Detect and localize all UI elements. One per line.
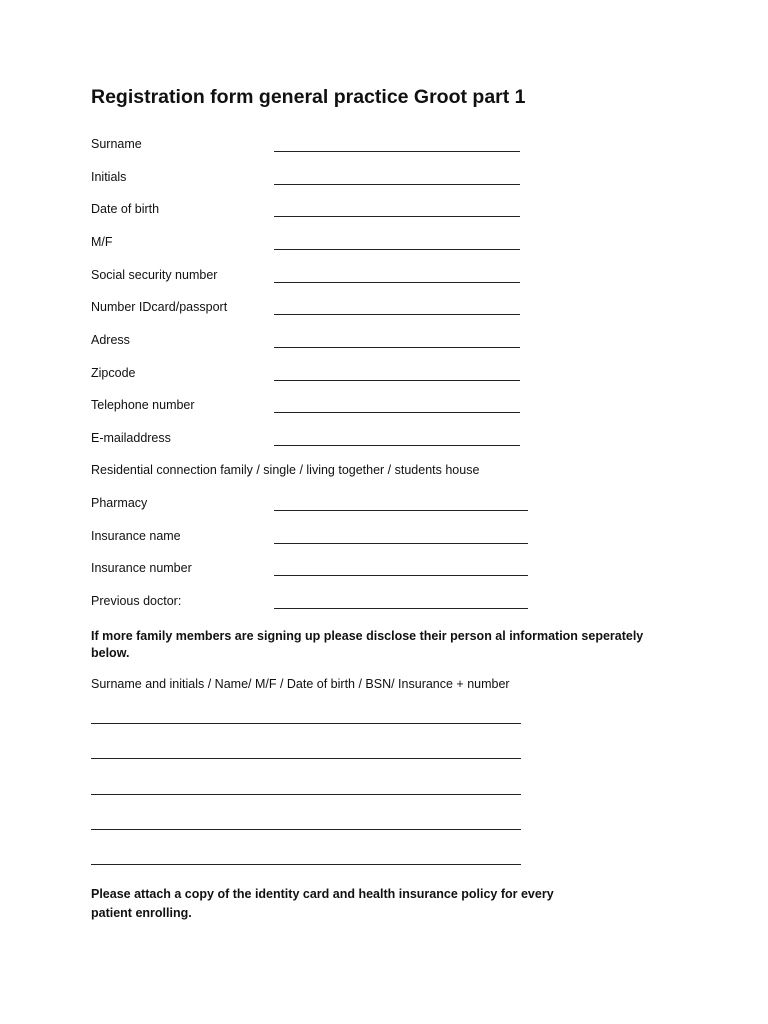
field-label: M/F (91, 235, 113, 249)
field-blank-line[interactable] (274, 314, 520, 315)
field-blank-line[interactable] (274, 608, 528, 609)
field-label: Date of birth (91, 202, 160, 216)
field-id-number (91, 300, 541, 320)
member-entry-line[interactable] (91, 864, 521, 865)
field-blank-line[interactable] (274, 543, 528, 544)
field-date-of-birth (91, 202, 541, 222)
field-label: Insurance name (91, 529, 181, 543)
field-blank-line[interactable] (274, 347, 520, 348)
field-label: Pharmacy (91, 496, 148, 510)
field-email (91, 431, 541, 451)
field-surname (91, 137, 541, 157)
field-label: Number IDcard/passport (91, 300, 228, 314)
field-label: E-mailaddress (91, 431, 171, 445)
field-label: Telephone number (91, 398, 195, 412)
field-label: Previous doctor: (91, 594, 182, 608)
family-members-note (91, 628, 643, 662)
field-label: Insurance number (91, 561, 192, 575)
field-blank-line[interactable] (274, 380, 520, 381)
family-note-line: If more family members are signing up please disclose their person al information seperately (91, 629, 644, 643)
field-blank-line[interactable] (274, 282, 520, 283)
field-social-security (91, 268, 541, 288)
field-gender (91, 235, 541, 255)
field-label: Initials (91, 170, 127, 184)
field-label: Social security number (91, 268, 218, 282)
field-blank-line[interactable] (274, 510, 528, 511)
member-entry-line[interactable] (91, 794, 521, 795)
field-blank-line[interactable] (274, 575, 528, 576)
field-zipcode (91, 366, 541, 386)
family-note-line: below. (91, 646, 130, 660)
field-blank-line[interactable] (274, 184, 520, 185)
field-blank-line[interactable] (274, 216, 520, 217)
field-blank-line[interactable] (274, 151, 520, 152)
field-label: Adress (91, 333, 130, 347)
form-title: Registration form general practice Groot part 1 (91, 86, 526, 108)
field-label: Zipcode (91, 366, 136, 380)
field-insurance-number (91, 561, 541, 581)
field-blank-line[interactable] (274, 445, 520, 446)
member-entry-line[interactable] (91, 758, 521, 759)
member-entry-line[interactable] (91, 723, 521, 724)
attachment-note-line: Please attach a copy of the identity card and health insurance policy for every (91, 887, 554, 901)
field-blank-line[interactable] (274, 412, 520, 413)
field-insurance-name (91, 529, 541, 549)
field-previous-doctor (91, 594, 541, 614)
member-entry-line[interactable] (91, 829, 521, 830)
residential-connection-line: Residential connection family / single / living together / students house (91, 463, 480, 477)
field-initials (91, 170, 541, 190)
attachment-note (91, 885, 554, 923)
field-blank-line[interactable] (274, 249, 520, 250)
field-pharmacy (91, 496, 541, 516)
field-address (91, 333, 541, 353)
attachment-note-line: patient enrolling. (91, 906, 192, 920)
field-telephone (91, 398, 541, 418)
field-label: Surname (91, 137, 142, 151)
members-columns-header: Surname and initials / Name/ M/F / Date of birth / BSN/ Insurance + number (91, 677, 510, 691)
